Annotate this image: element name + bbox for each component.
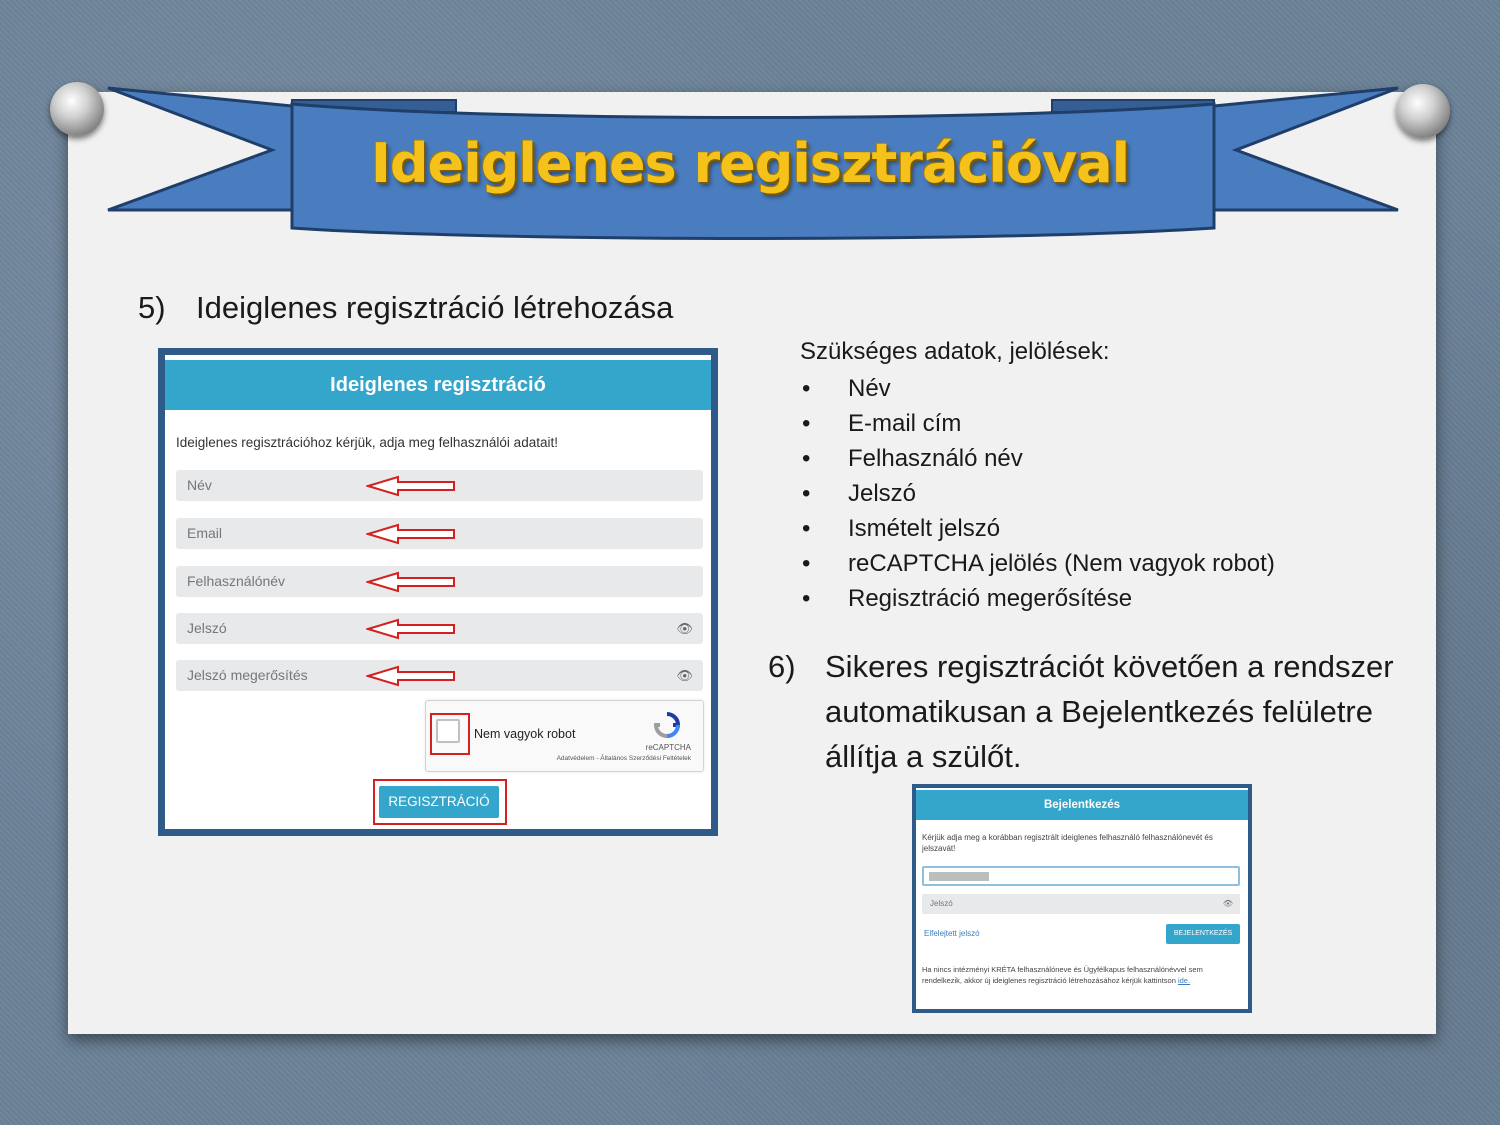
register-button[interactable]: REGISZTRÁCIÓ — [379, 786, 499, 818]
login-note-text: Ha nincs intézményi KRÉTA felhasználóneve és Ügyfélkapus felhasználónévvel sem rendelkezik, akkor új ideiglenes regisztráció létrehozásához kérjük kattintson — [922, 965, 1203, 985]
password-confirm-field[interactable] — [176, 660, 703, 691]
red-arrow-icon — [366, 618, 458, 640]
registration-header: Ideiglenes regisztráció — [165, 360, 711, 410]
pushpin-left-icon — [50, 82, 104, 136]
title-ribbon — [0, 0, 1500, 260]
forgot-password-link[interactable]: Elfelejtett jelszó — [924, 929, 980, 938]
captcha-terms[interactable]: Adatvédelem - Általános Szerződési Feltételek — [556, 755, 691, 762]
captcha-label: Nem vagyok robot — [474, 727, 576, 741]
email-field-placeholder: Email — [187, 525, 223, 541]
list-item: • Név — [802, 375, 891, 402]
red-arrow-icon — [366, 665, 458, 687]
login-instruction: Kérjük adja meg a korábban regisztrált ideiglenes felhasználó felhasználónevét és jelszavát! — [922, 833, 1213, 853]
password-confirm-placeholder: Jelszó megerősítés — [187, 667, 308, 683]
step-5-text: Ideiglenes regisztráció létrehozása — [196, 290, 674, 325]
list-item: • Ismételt jelszó — [802, 515, 1001, 542]
slide-title: Ideiglenes regisztrációval — [370, 132, 1130, 195]
redacted-username — [929, 872, 989, 881]
email-field[interactable] — [176, 518, 703, 549]
registration-panel — [165, 355, 711, 829]
recaptcha-logo-icon — [651, 711, 683, 739]
step-5-number: 5) — [138, 290, 166, 325]
step-5-heading — [138, 290, 673, 326]
pushpin-right-icon — [1396, 84, 1450, 138]
password-field-placeholder: Jelszó — [187, 620, 227, 636]
step-6-number: 6) — [768, 649, 796, 684]
username-field-placeholder: Felhasználónév — [187, 573, 286, 589]
list-item: • Regisztráció megerősítése — [802, 585, 1133, 612]
captcha-checkbox[interactable] — [436, 719, 460, 743]
username-field[interactable] — [176, 566, 703, 597]
red-arrow-icon — [366, 475, 458, 497]
step-6-text: Sikeres regisztrációt követően a rendszer automatikusan a Bejelentkezés felületre állítja a szülőt. — [825, 649, 1394, 774]
name-field[interactable] — [176, 470, 703, 501]
captcha-brand: reCAPTCHA — [645, 743, 691, 752]
red-arrow-icon — [366, 523, 458, 545]
registration-link[interactable]: ide. — [1177, 976, 1191, 985]
login-button[interactable]: BEJELENTKEZÉS — [1166, 924, 1240, 944]
login-panel — [916, 788, 1248, 1009]
list-item: • Felhasználó név — [802, 445, 1023, 472]
login-screenshot — [912, 784, 1252, 1013]
login-header: Bejelentkezés — [916, 790, 1248, 820]
list-item: • E-mail cím — [802, 410, 962, 437]
registration-screenshot — [158, 348, 718, 836]
login-note — [922, 964, 1240, 986]
recaptcha-widget — [425, 700, 704, 772]
password-field[interactable] — [176, 613, 703, 644]
requirements-list — [800, 371, 1275, 616]
login-password-placeholder: Jelszó — [930, 899, 953, 908]
name-field-placeholder: Név — [187, 477, 212, 493]
eye-icon[interactable]: 👁 — [676, 668, 693, 683]
list-item: • reCAPTCHA jelölés (Nem vagyok robot) — [802, 550, 1275, 577]
red-arrow-icon — [366, 571, 458, 593]
login-password-field[interactable] — [922, 894, 1240, 914]
login-username-field[interactable] — [922, 866, 1240, 886]
list-item: • Jelszó — [802, 480, 917, 507]
requirements-title: Szükséges adatok, jelölések: — [800, 338, 1110, 365]
eye-icon[interactable]: 👁 — [676, 621, 693, 636]
registration-instruction: Ideiglenes regisztrációhoz kérjük, adja meg felhasználói adatait! — [176, 435, 558, 450]
eye-icon[interactable]: 👁 — [1222, 899, 1233, 908]
